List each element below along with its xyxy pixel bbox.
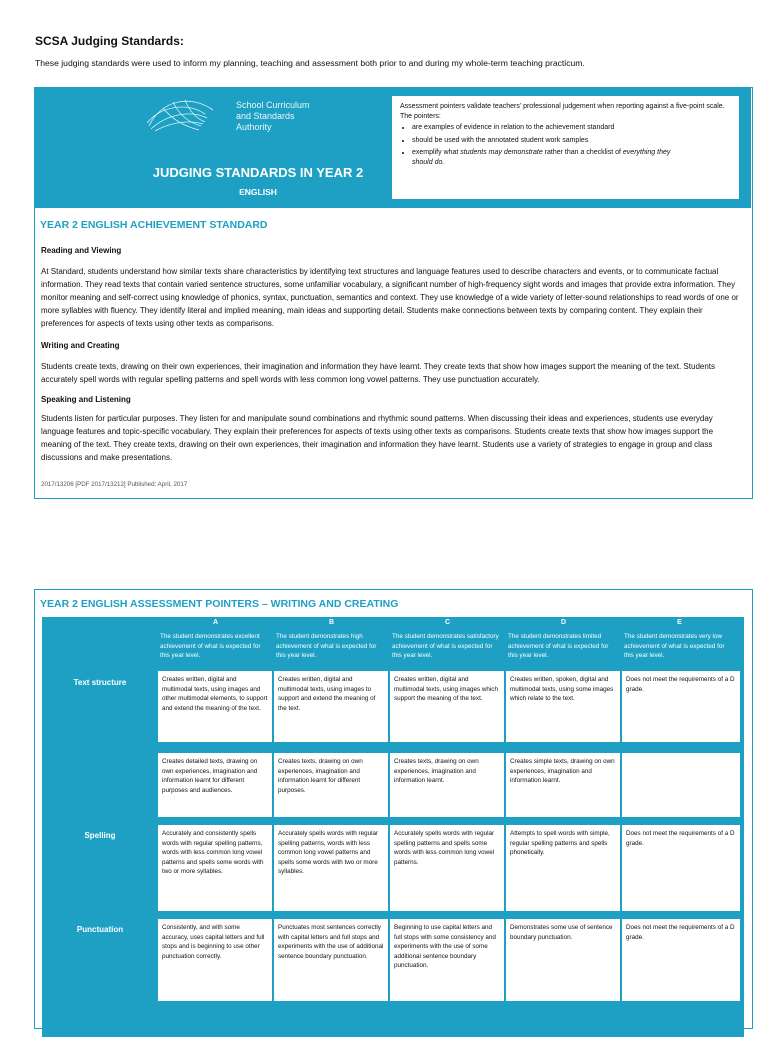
table-cell: Does not meet the requirements of a D grade. — [622, 671, 740, 742]
banner-subtitle: ENGLISH — [239, 187, 277, 197]
grade-d-description: The student demonstrates limited achievement of what is expected for this year level. — [508, 633, 609, 659]
achievement-standard-heading: YEAR 2 ENGLISH ACHIEVEMENT STANDARD — [40, 219, 268, 231]
writing-text: Students create texts, drawing on their own experiences, their imagination and information they have learnt. They create texts that show how images support the meaning of the text. Students accurately spell words with regular spelling patterns and spell words with less common long vowel patterns. They use punctuation accurately. — [41, 362, 716, 384]
grade-e-header: E — [677, 619, 682, 626]
assessment-pointers-panel — [34, 589, 753, 1029]
table-cell — [622, 753, 740, 817]
pointer-item: • are examples of evidence in relation to the achievement standard — [412, 123, 731, 133]
row-label-spelling: Spelling — [84, 831, 116, 840]
pointer-item: • should be used with the annotated student work samples — [412, 136, 731, 146]
grade-a-header: A — [212, 619, 219, 626]
table-cell: Punctuates most sentences correctly with capital letters and full stops and experiments with the use of additional sentence boundary punctuation. — [274, 919, 388, 1001]
banner — [35, 88, 751, 208]
table-cell: Creates written, digital and multimodal texts, using images and other multimodal elements, to support and extend the meaning of the text. — [158, 671, 272, 742]
document-intro: These judging standards were used to inform my planning, teaching and assessment both prior to and during my whole-term teaching practicum. — [35, 58, 585, 68]
document-title: SCSA Judging Standards: — [35, 34, 184, 48]
pointers-intro: Assessment pointers validate teachers’ professional judgement when reporting against a five-point scale. The pointers: — [400, 103, 725, 120]
grade-c-header: C — [444, 619, 451, 626]
logo-wordmark: School Curriculum and Standards Authority — [236, 100, 310, 132]
grade-e-description: The student demonstrates very low achievement of what is expected for this year level. — [624, 633, 725, 659]
table-cell: Accurately spells words with regular spelling patterns, words with less common long vowel patterns and spells some words with two or more syllables. — [274, 825, 388, 911]
table-cell: Creates texts, drawing on own experiences, imagination and information learnt for different purposes. — [274, 753, 388, 817]
reading-text: At Standard, students understand how similar texts share characteristics by identifying text structures and language features used to describe characters and events, or to communicate factual information. They read texts that contain varied sentence structures, some unfamiliar vocabulary, a significant number of high-frequency sight words and images that provide extra information. They monitor meaning and self-correct using knowledge of phonics, syntax, punctuation, semantics and context. They use knowledge of a wide variety of letter-sound relationships to read words of one or more syllables with fluency. They identify literal and implied meaning, main ideas and supporting detail. Students make connections between texts by comparing content. They explain their preferences for aspects of texts using other texts as comparisons. — [41, 267, 739, 328]
pointers-table — [42, 617, 744, 1037]
row-label-punctuation: Punctuation — [76, 925, 124, 934]
table-cell: Consistently, and with some accuracy, uses capital letters and full stops and is beginning to use other punctuation correctly. — [158, 919, 272, 1001]
grade-a-description: The student demonstrates excellent achievement of what is expected for this year level. — [160, 633, 261, 659]
table-cell: Accurately and consistently spells words with regular spelling patterns, words with less common long vowel patterns and spells some words with two or more syllables. — [158, 825, 272, 911]
table-cell: Accurately spells words with regular spelling patterns and spells some words with less common long vowel patterns. — [390, 825, 504, 911]
row-label-text-structure: Text structure — [73, 678, 127, 687]
table-cell: Creates simple texts, drawing on own experiences, imagination and information learnt. — [506, 753, 620, 817]
table-cell: Does not meet the requirements of a D grade. — [622, 825, 740, 911]
reading-heading: Reading and Viewing — [41, 246, 122, 255]
assessment-pointers-heading: YEAR 2 ENGLISH ASSESSMENT POINTERS – WRITING AND CREATING — [40, 598, 399, 610]
pointer-item: • exemplify what students may demonstrate rather than a checklist of everything they should do. — [412, 148, 731, 167]
table-cell: Creates texts, drawing on own experiences, imagination and information learnt. — [390, 753, 504, 817]
grade-c-description: The student demonstrates satisfactory achievement of what is expected for this year level. — [392, 633, 499, 659]
publication-note: 2017/13206 [PDF 2017/13212] Published: April, 2017 — [41, 481, 188, 488]
table-cell: Beginning to use capital letters and full stops with some consistency and experiments with the use of some additional sentence boundary punctuation. — [390, 919, 504, 1001]
table-cell: Does not meet the requirements of a D grade. — [622, 919, 740, 1001]
speaking-heading: Speaking and Listening — [41, 395, 131, 404]
grade-b-description: The student demonstrates high achievement of what is expected for this year level. — [276, 633, 377, 659]
table-cell: Demonstrates some use of sentence boundary punctuation. — [506, 919, 620, 1001]
table-cell: Creates detailed texts, drawing on own experiences, imagination and information learnt for different purposes and audiences. — [158, 753, 272, 817]
table-cell: Creates written, digital and multimodal texts, using images which support the meaning of the text. — [390, 671, 504, 742]
grade-b-header: B — [328, 619, 335, 626]
banner-title: JUDGING STANDARDS IN YEAR 2 — [152, 165, 364, 180]
judging-standards-panel — [34, 87, 753, 499]
assessment-pointers-note — [392, 96, 739, 199]
table-cell: Attempts to spell words with simple, regular spelling patterns and spells phonetically. — [506, 825, 620, 911]
table-cell: Creates written, digital and multimodal texts, using images to support and extend the meaning of the text. — [274, 671, 388, 742]
table-cell: Creates written, spoken, digital and multimodal texts, using some images which relate to the text. — [506, 671, 620, 742]
grade-d-header: D — [560, 619, 567, 626]
writing-heading: Writing and Creating — [41, 341, 120, 350]
speaking-text: Students listen for particular purposes. They listen for and manipulate sound combinations and rhythmic sound patterns. When discussing their ideas and experiences, students use everyday language features and topic-specific vocabulary. They explain their preferences for aspects of texts using other texts as comparisons. Students create texts that show how images support the meaning of the text. They create texts, drawing on their own experiences, their imagination and information they have learnt. Students use a variety of strategies to engage in group and class discussions and make presentations. — [41, 414, 714, 462]
